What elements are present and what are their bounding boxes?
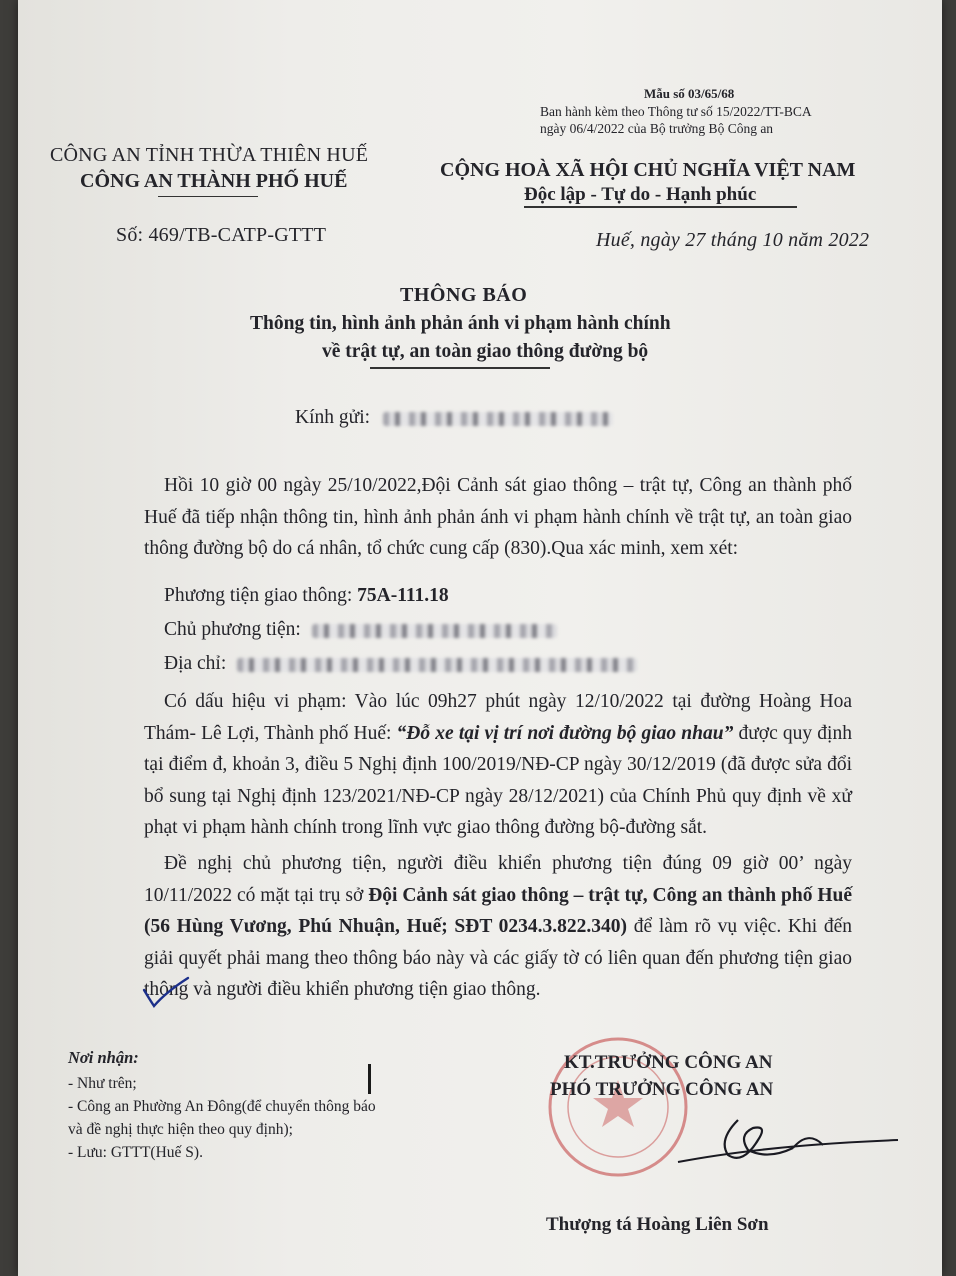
greeting-label: Kính gửi: (295, 407, 371, 428)
redacted-owner-name (312, 624, 557, 638)
place-date: Huế, ngày 27 tháng 10 năm 2022 (596, 229, 870, 251)
title-underline (370, 367, 550, 369)
signature-title-1: KT.TRƯỞNG CÔNG AN (564, 1052, 773, 1073)
paragraph-violation (144, 686, 852, 844)
owner-label: Chủ phương tiện: (164, 619, 301, 640)
recipients-heading: Nơi nhận: (68, 1048, 139, 1067)
vehicle-plate: 75A-111.18 (357, 585, 449, 606)
paragraph-request (144, 848, 852, 1006)
address-label: Địa chỉ: (164, 653, 227, 674)
violation-rest: được quy định tại điểm đ, khoản 3, điều 5 Nghị định 100/2019/NĐ-CP ngày 30/12/2019 (đã được sửa đổi bổ sung tại Nghị định 123/2021/NĐ-CP ngày 28/12/2021) của Chính Phủ quy định về xử phạt vi phạm hành chính trong lĩnh vực giao thông đường bộ-đường sắt. (144, 722, 852, 838)
form-issued-with: Ban hành kèm theo Thông tư số 15/2022/TT-BCA (540, 104, 812, 119)
document-subtitle-2: về trật tự, an toàn giao thông đường bộ (322, 341, 649, 362)
violation-lead: Có dấu hiệu vi phạm: Vào lúc 09h27 phút ngày 12/10/2022 tại đường Hoàng Hoa Thám- Lê Lợi, Thành phố Huế: (144, 691, 852, 744)
request-lead: Đề nghị chủ phương tiện, người điều khiển phương tiện đúng 09 giờ 00’ ngày 10/11/2022 có mặt tại trụ sở (144, 853, 852, 906)
recipient-item: - Như trên; (68, 1075, 137, 1092)
owner-line (164, 614, 557, 646)
motto-underline (524, 206, 797, 208)
pen-mark (368, 1064, 371, 1094)
document-page (18, 0, 942, 1276)
greeting (295, 402, 613, 434)
recipient-item: - Công an Phường An Đông(để chuyển thông báo (68, 1098, 376, 1115)
address-line (164, 648, 637, 680)
request-location: Đội Cảnh sát giao thông – trật tự, Công an thành phố Huế (56 Hùng Vương, Phú Nhuận, Huế; SĐT 0234.3.822.340) (144, 884, 853, 937)
nation-name: CỘNG HOÀ XÃ HỘI CHỦ NGHĨA VIỆT NAM (440, 159, 856, 181)
handwritten-signature (618, 1100, 918, 1180)
document-title: THÔNG BÁO (400, 284, 528, 306)
handwritten-checkmark (136, 972, 196, 1012)
redacted-recipient-name (383, 412, 613, 426)
vehicle-line (164, 580, 449, 612)
signature-title-2: PHÓ TRƯỞNG CÔNG AN (550, 1079, 774, 1100)
agency-parent: CÔNG AN TỈNH THỪA THIÊN HUẾ (50, 144, 369, 166)
nation-motto: Độc lập - Tự do - Hạnh phúc (524, 184, 757, 205)
form-number: Mẫu số 03/65/68 (644, 86, 735, 101)
form-issued-date: ngày 06/4/2022 của Bộ trưởng Bộ Công an (540, 121, 774, 136)
document-number: Số: 469/TB-CATP-GTTT (116, 224, 327, 246)
paragraph-receipt: Hồi 10 giờ 00 ngày 25/10/2022,Đội Cảnh sát giao thông – trật tự, Công an thành phố Huế đã tiếp nhận thông tin, hình ảnh phản ánh vi phạm hành chính về trật tự, an toàn giao thông đường bộ do cá nhân, tổ chức cung cấp (830).Qua xác minh, xem xét: (144, 475, 852, 559)
document-subtitle-1: Thông tin, hình ảnh phản ánh vi phạm hành chính (250, 313, 671, 334)
signer-name: Thượng tá Hoàng Liên Sơn (546, 1214, 769, 1235)
agency-underline (158, 196, 258, 197)
request-rest: để làm rõ vụ việc. Khi đến giải quyết phải mang theo thông báo này và các giấy tờ có liên quan đến phương tiện giao thông và người điều khiển phương tiện giao thông. (144, 916, 852, 1000)
violation-quote: “Đỗ xe tại vị trí nơi đường bộ giao nhau” (396, 722, 734, 744)
recipient-item: - Lưu: GTTT(Huế S). (68, 1144, 203, 1161)
vehicle-label: Phương tiện giao thông: (164, 585, 353, 606)
agency-name: CÔNG AN THÀNH PHỐ HUẾ (80, 170, 348, 192)
recipient-item: và đề nghị thực hiện theo quy định); (68, 1121, 293, 1138)
redacted-address (237, 658, 637, 672)
